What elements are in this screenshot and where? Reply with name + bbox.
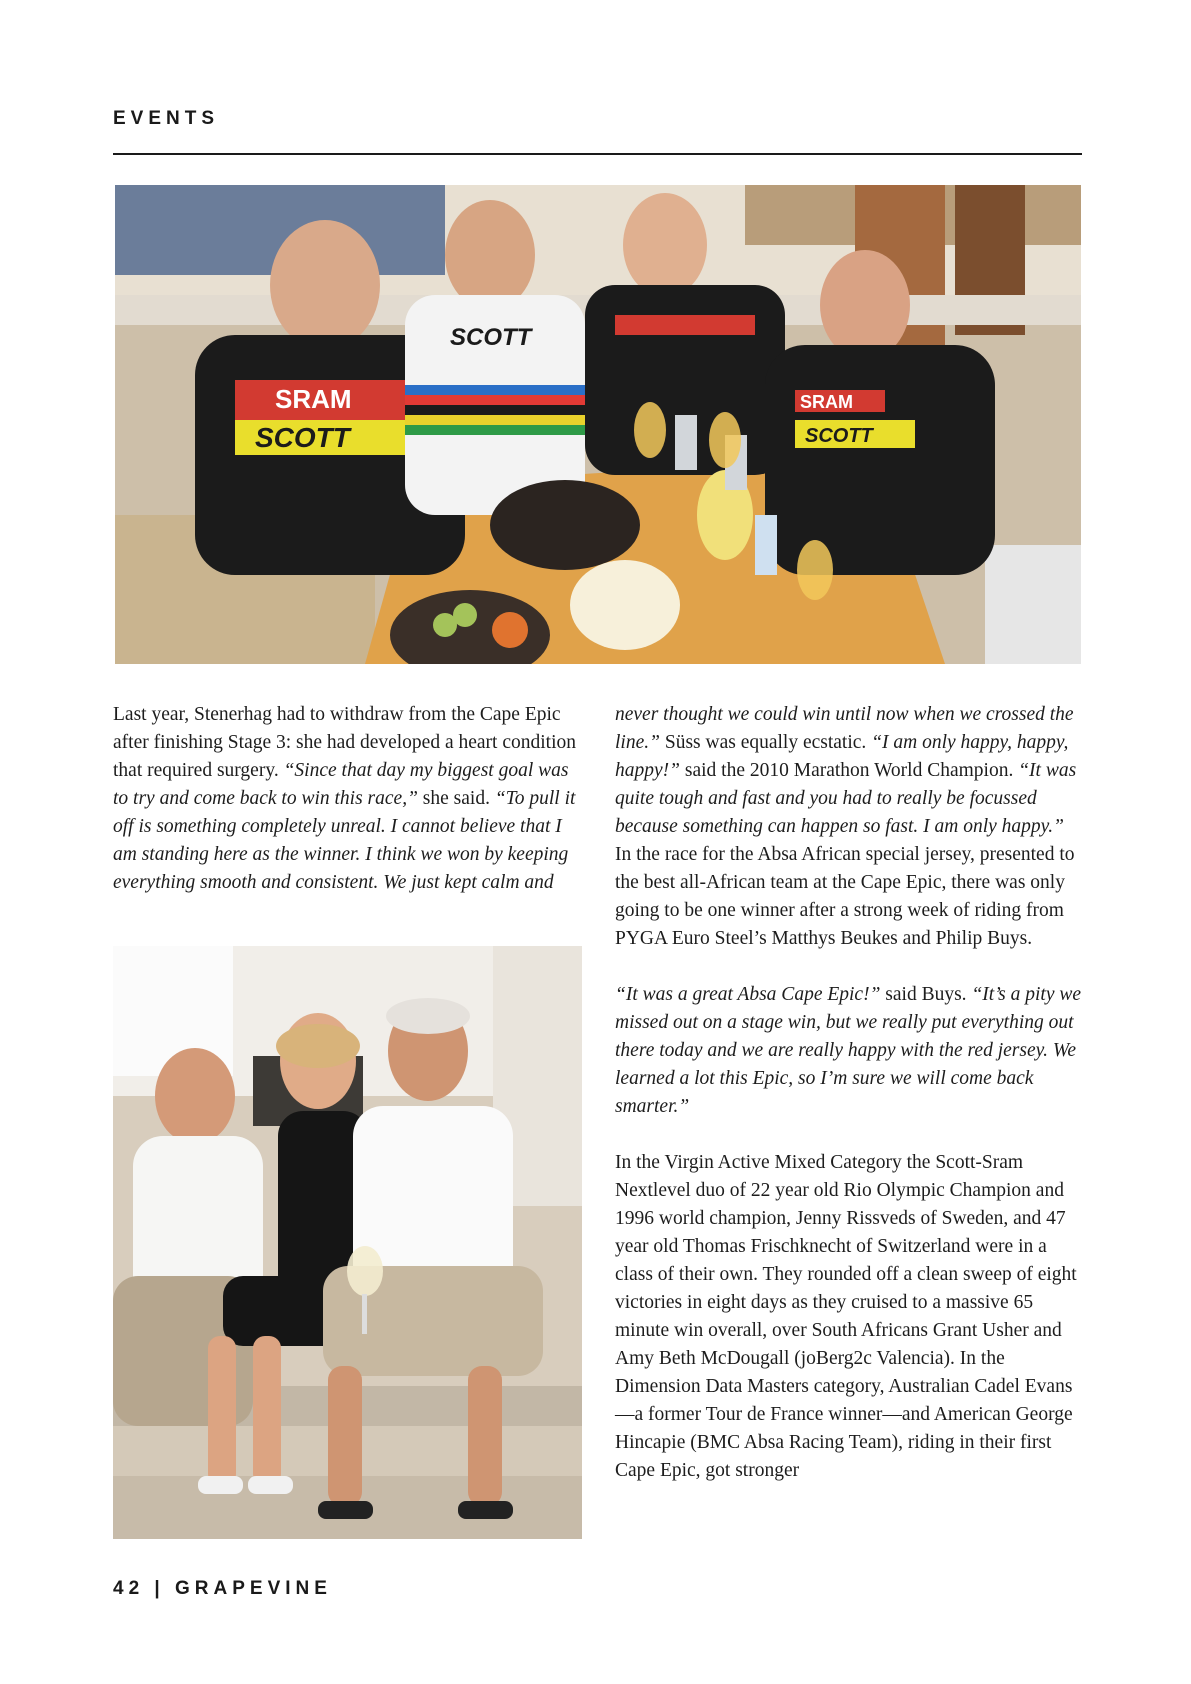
body-text: Last year, Stenerhag had to withdraw from the Cape Epic after finishing Stage 3: she had developed a heart condition that required surgery.: [113, 704, 576, 781]
jersey-text: SCOTT: [805, 425, 873, 447]
body-text: she said.: [417, 788, 495, 809]
paragraph: [615, 701, 1085, 953]
paragraph: [615, 1149, 1085, 1485]
quote-text: “To pull it off is something completely unreal. I cannot believe that I am standing here as the winner. I think we won by keeping everything smooth and consistent. We just kept calm and: [113, 788, 576, 893]
jersey-text: SRAM: [800, 392, 853, 412]
column-left: [113, 701, 583, 925]
paragraph: [615, 981, 1085, 1121]
page-number: 42: [113, 1578, 145, 1599]
body-text: said the 2010 Marathon World Champion.: [680, 760, 1019, 781]
photo-three-people-on-steps: [113, 946, 582, 1539]
jersey-text: SCOTT: [255, 422, 350, 453]
quote-text: “I am only happy, happy, happy!”: [615, 732, 1069, 781]
paragraph: [113, 701, 583, 897]
quote-text: “Since that day my biggest goal was to try and come back to win this race,”: [113, 760, 569, 809]
publication-name: GRAPEVINE: [175, 1578, 332, 1599]
quote-text: “It was a great Absa Cape Epic!”: [615, 984, 881, 1005]
body-text: Süss was equally ecstatic.: [659, 732, 872, 753]
body-text: In the race for the Absa African special jersey, presented to the best all-African team at the Cape Epic, there was only going to be one winner after a strong week of riding from PYGA Euro Steel’s Matthys Beukes and Philip Buys.: [615, 844, 1075, 949]
page-footer: [113, 1578, 332, 1600]
jersey-text: SRAM: [275, 384, 352, 414]
quote-text: “It was quite tough and fast and you had to really be focussed because something can happen so fast. I am only happy.”: [615, 760, 1077, 837]
footer-separator: |: [154, 1578, 165, 1599]
quote-text: never thought we could win until now when we crossed the line.”: [615, 704, 1074, 753]
jersey-text: SCOTT: [450, 324, 532, 351]
quote-text: “It’s a pity we missed out on a stage win, but we really put everything out there today and we are really happy with the red jersey. We learned a lot this Epic, so I’m sure we will come back smarter.”: [615, 984, 1082, 1117]
header-rule: [113, 153, 1082, 155]
body-text: said Buys.: [880, 984, 972, 1005]
photo-riders-at-table: [115, 185, 1081, 664]
section-label: EVENTS: [113, 108, 220, 129]
body-text: In the Virgin Active Mixed Category the Scott-Sram Nextlevel duo of 22 year old Rio Olympic Champion and 1996 world champion, Jenny Rissveds of Sweden, and 47 year old Thomas Frischknecht of Switzerland were in a class of their own. They rounded off a clean sweep of eight victories in eight days as they cruised to a massive 65 minute win overall, over South Africans Grant Usher and Amy Beth McDougall (joBerg2c Valencia). In the Dimension Data Masters category, Australian Cadel Evans—a former Tour de France winner—and American George Hincapie (BMC Absa Racing Team), riding in their first Cape Epic, got stronger: [615, 1152, 1077, 1481]
column-right: [615, 701, 1085, 1513]
